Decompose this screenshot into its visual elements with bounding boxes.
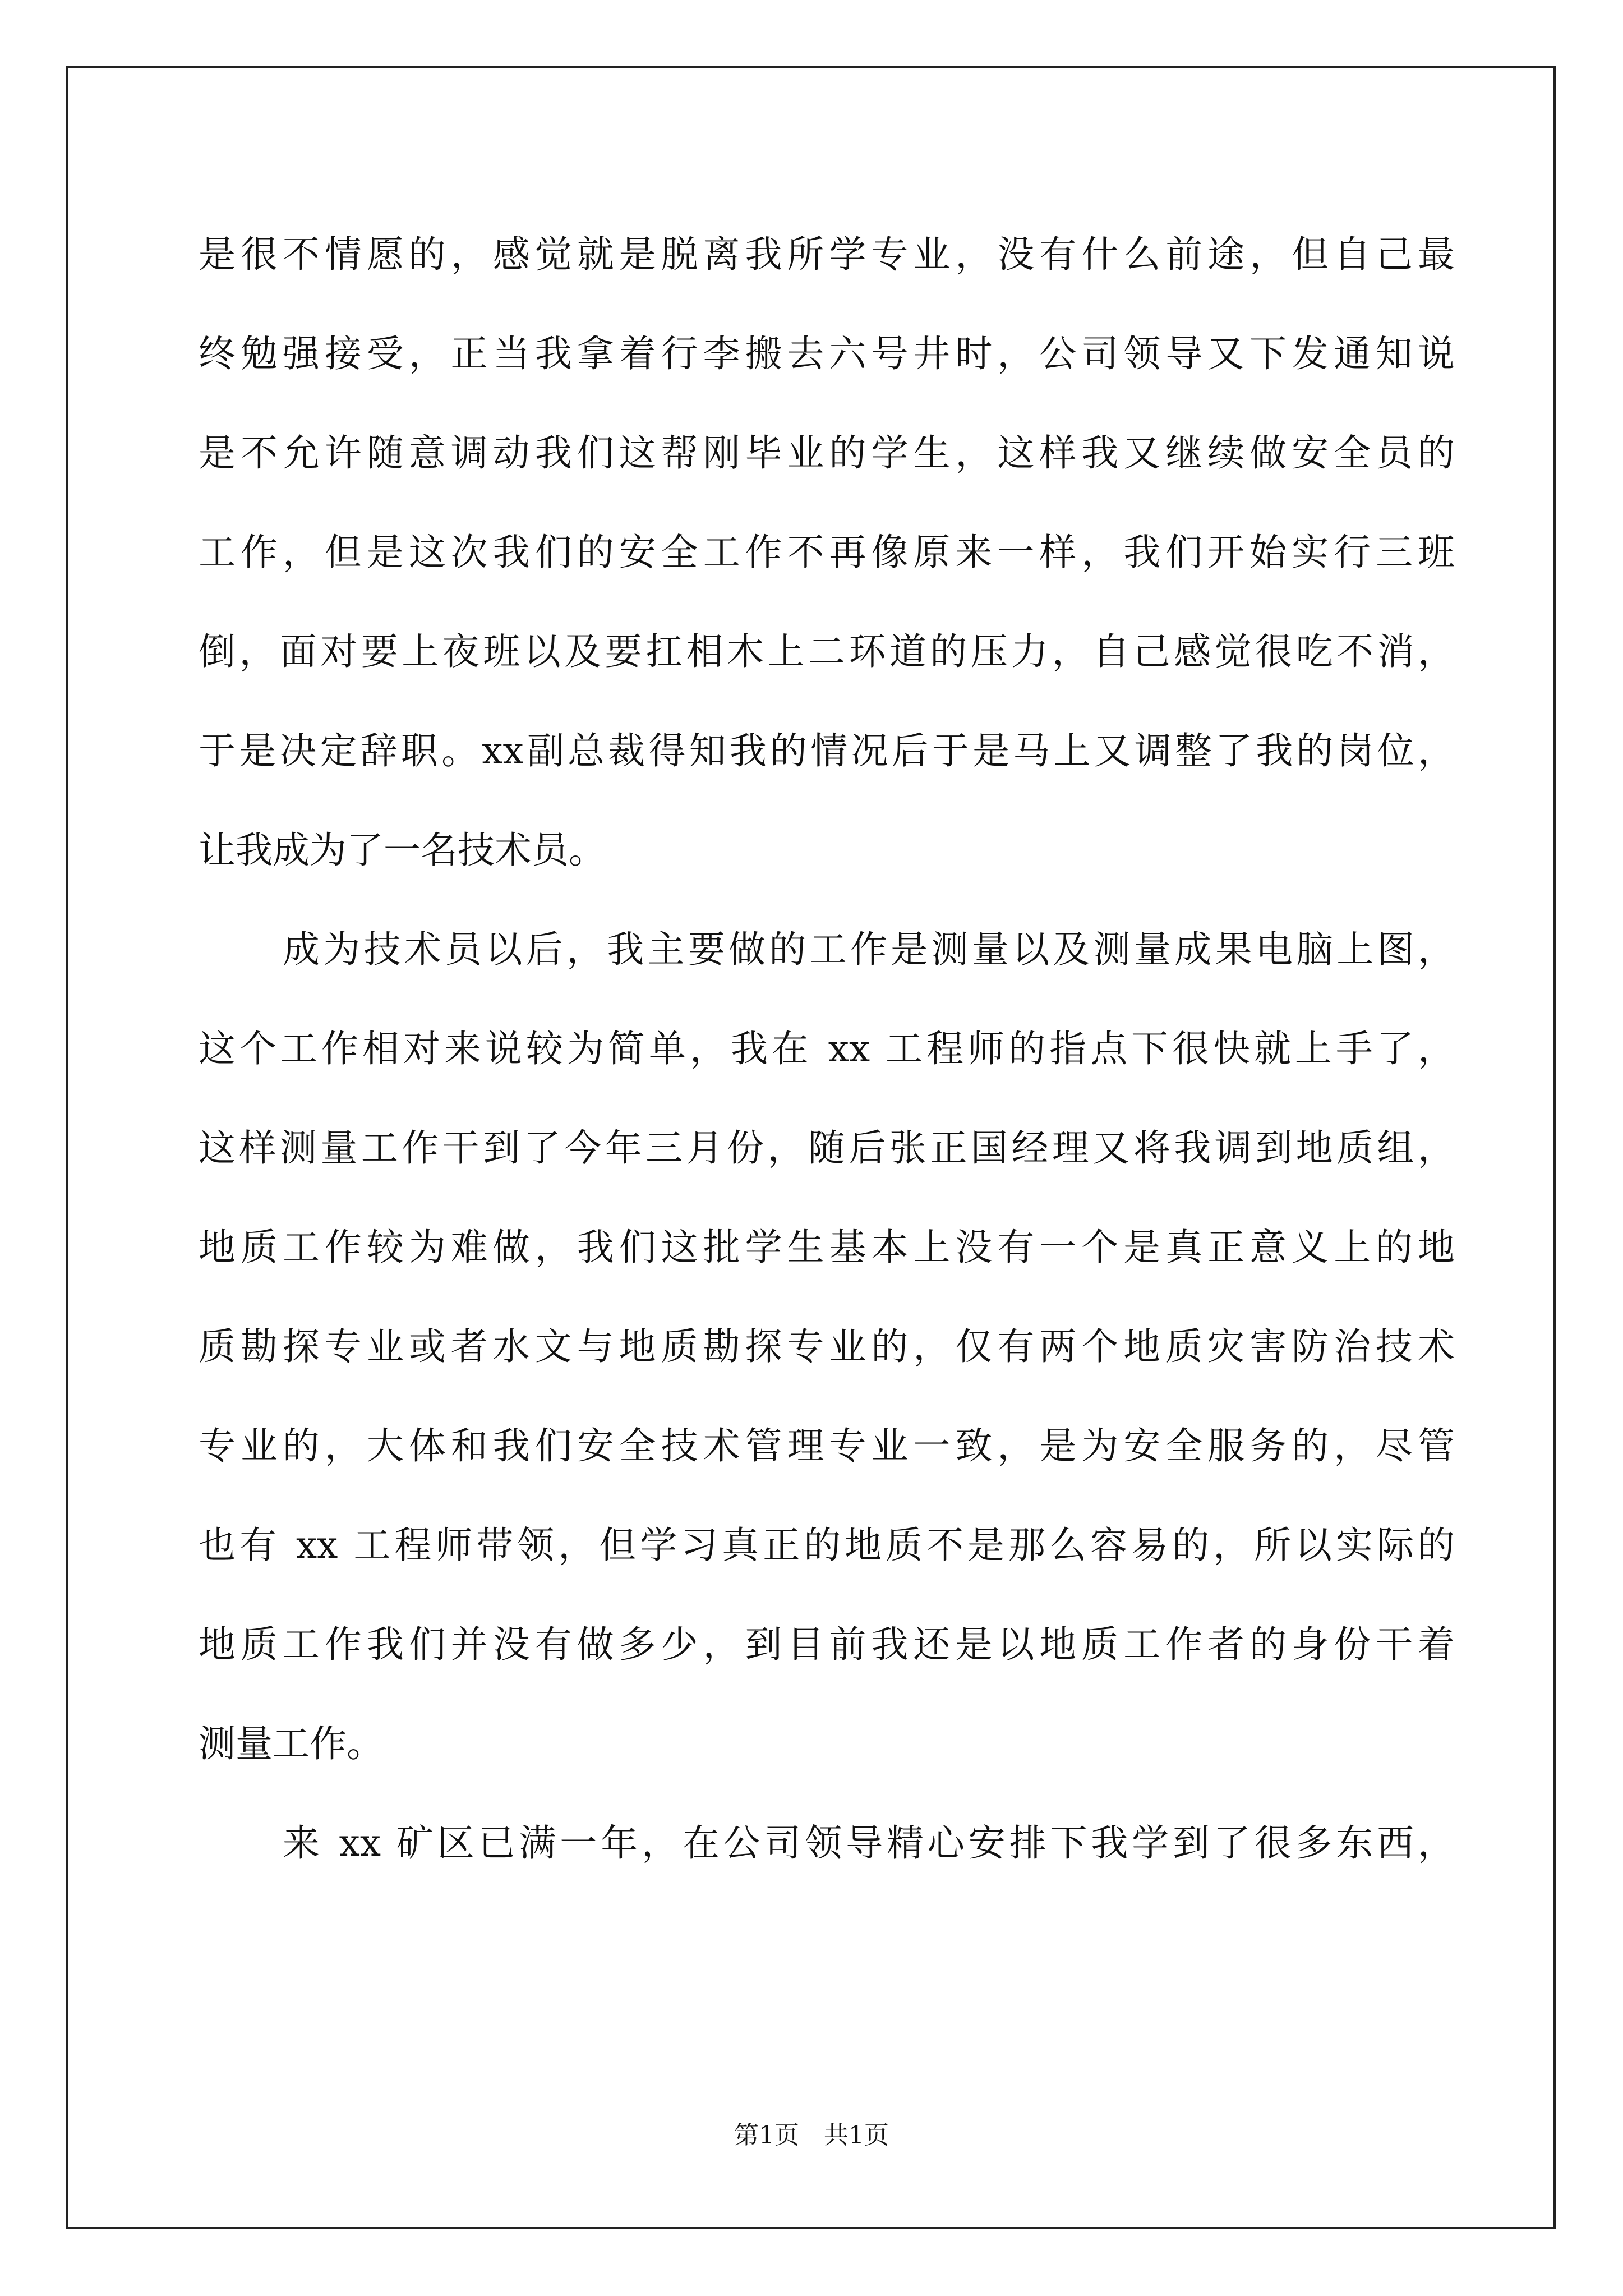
paragraph-2-line-2: 这个工作相对来说较为简单，我在 xx 工程师的指点下很快就上手了， <box>199 1027 1455 1070</box>
paragraph-1-line-2: 终勉强接受，正当我拿着行李搬去六号井时，公司领导又下发通知说 <box>199 332 1455 375</box>
paragraph-2-line-6: 专业的，大体和我们安全技术管理专业一致，是为安全服务的，尽管 <box>199 1424 1455 1467</box>
paragraph-2-line-5: 质勘探专业或者水文与地质勘探专业的，仅有两个地质灾害防治技术 <box>199 1325 1455 1368</box>
paragraph-1-line-5: 倒，面对要上夜班以及要扛相木上二环道的压力，自己感觉很吃不消， <box>199 630 1455 673</box>
paragraph-2-line-9: 测量工作。 <box>199 1722 384 1765</box>
paragraph-2-line-1: 成为技术员以后，我主要做的工作是测量以及测量成果电脑上图， <box>283 928 1455 971</box>
paragraph-3-line-1: 来 xx 矿区已满一年，在公司领导精心安排下我学到了很多东西， <box>283 1821 1455 1865</box>
paragraph-1-line-6: 于是决定辞职。xx副总裁得知我的情况后于是马上又调整了我的岗位， <box>199 729 1455 772</box>
page-number: 第1页 共1页 <box>734 2121 889 2150</box>
paragraph-2-line-4: 地质工作较为难做，我们这批学生基本上没有一个是真正意义上的地 <box>199 1226 1455 1269</box>
document-body <box>199 205 1455 1893</box>
paragraph-2-line-3: 这样测量工作干到了今年三月份，随后张正国经理又将我调到地质组， <box>199 1126 1455 1170</box>
paragraph-1-line-1: 是很不情愿的，感觉就是脱离我所学专业，没有什么前途，但自己最 <box>199 233 1455 276</box>
paragraph-1-line-3: 是不允许随意调动我们这帮刚毕业的学生，这样我又继续做安全员的 <box>199 431 1455 475</box>
paragraph-2-line-8: 地质工作我们并没有做多少，到目前我还是以地质工作者的身份干着 <box>199 1623 1455 1666</box>
paragraph-2-line-7: 也有 xx 工程师带领，但学习真正的地质不是那么容易的，所以实际的 <box>199 1524 1455 1567</box>
paragraph-1-line-4: 工作，但是这次我们的安全工作不再像原来一样，我们开始实行三班 <box>199 531 1455 574</box>
paragraph-1-line-7: 让我成为了一名技术员。 <box>199 829 606 872</box>
page-footer <box>0 2115 1623 2151</box>
